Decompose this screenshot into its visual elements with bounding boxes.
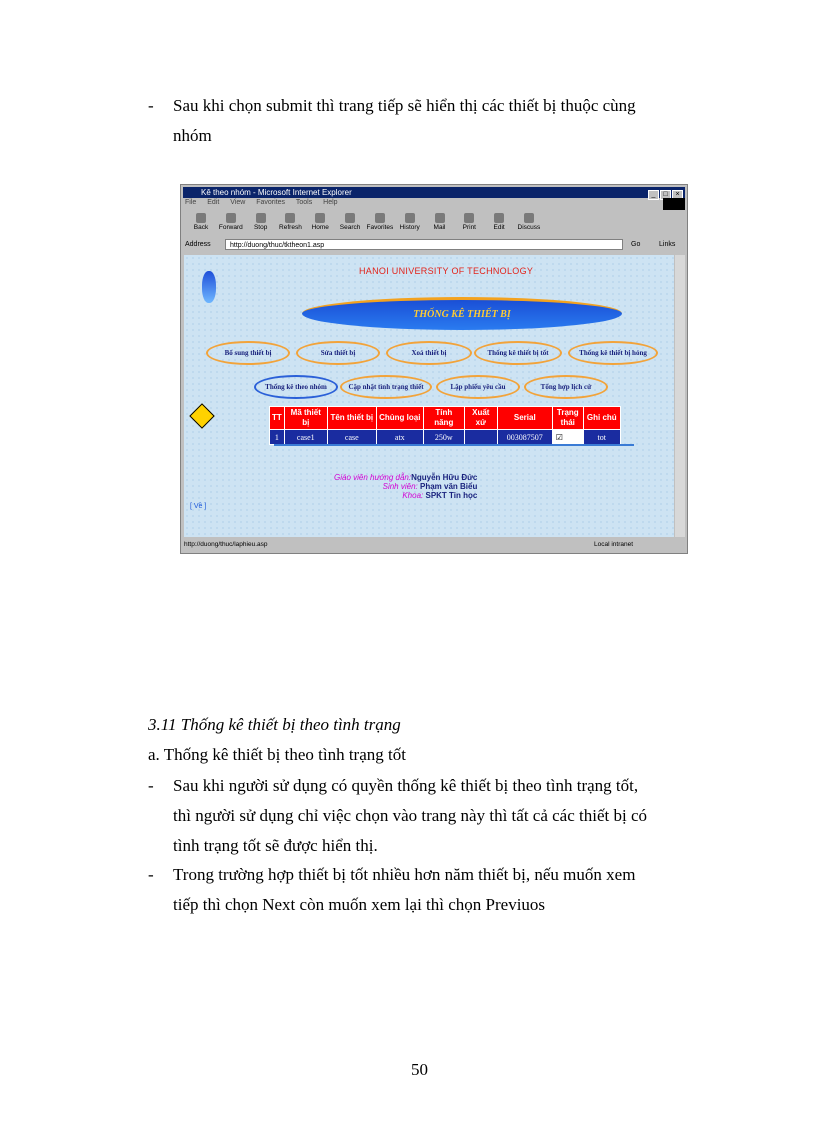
menu-favorites[interactable]: Favorites bbox=[256, 199, 286, 206]
para1-line2: nhóm bbox=[173, 126, 212, 145]
mail-icon bbox=[435, 213, 445, 223]
page-content bbox=[184, 255, 674, 537]
back-link[interactable]: [ Về ] bbox=[190, 503, 207, 510]
status-bar bbox=[184, 539, 684, 551]
faculty-label: Khoa: bbox=[402, 491, 424, 500]
title-bar bbox=[183, 187, 685, 198]
para2-line2: thì người sử dụng chỉ việc chọn vào trang này thì tất cả các thiết bị có bbox=[173, 806, 647, 825]
nav-stats-by-group[interactable]: Thống kê theo nhóm bbox=[254, 375, 338, 399]
student-name: Phạm văn Biểu bbox=[419, 482, 478, 491]
nav-schedule-summary[interactable]: Tổng hợp lịch cứ bbox=[524, 375, 608, 399]
divider bbox=[274, 444, 634, 446]
edit-icon bbox=[494, 213, 504, 223]
maximize-icon[interactable]: □ bbox=[660, 190, 671, 200]
history-button[interactable]: History bbox=[396, 212, 424, 231]
print-button[interactable]: Print bbox=[455, 212, 483, 231]
page-number: 50 bbox=[411, 1060, 428, 1079]
cell-note: tot bbox=[583, 430, 620, 445]
favorites-icon bbox=[375, 213, 385, 223]
bullet-2: - bbox=[148, 776, 154, 795]
banner-text: THỐNG KÊ THIẾT BỊ bbox=[413, 309, 511, 320]
section-heading: 3.11 Thống kê thiết bị theo tình trạng bbox=[148, 715, 401, 734]
menu-view[interactable]: View bbox=[230, 199, 246, 206]
window-title: Kê theo nhóm - Microsoft Internet Explorer bbox=[201, 188, 352, 197]
status-zone: Local intranet bbox=[594, 541, 634, 548]
back-icon bbox=[196, 213, 206, 223]
para1-line1: Sau khi chọn submit thì trang tiếp sẽ hiển thị các thiết bị thuộc cùng bbox=[173, 96, 636, 115]
nav-update-status[interactable]: Cập nhật tình trạng thiết bbox=[340, 375, 432, 399]
links-button[interactable]: Links bbox=[659, 241, 676, 248]
bullet-3: - bbox=[148, 865, 154, 884]
go-button[interactable]: Go bbox=[631, 241, 641, 248]
col-origin: Xuất xứ bbox=[464, 407, 497, 430]
cell-origin bbox=[464, 430, 497, 445]
menu-tools[interactable]: Tools bbox=[295, 199, 313, 206]
address-label: Address bbox=[185, 241, 211, 248]
menu-help[interactable]: Help bbox=[323, 199, 338, 206]
cell-device-name: case bbox=[327, 430, 376, 445]
subsection-a: a. Thống kê thiết bị theo tình trạng tốt bbox=[148, 745, 406, 764]
table-row bbox=[270, 430, 621, 445]
nav-add-device[interactable]: Bổ sung thiết bị bbox=[206, 341, 290, 365]
search-button[interactable]: Search bbox=[336, 212, 364, 231]
status-checkbox[interactable]: ☑ bbox=[552, 430, 583, 445]
col-serial: Serial bbox=[497, 407, 552, 430]
favorites-button[interactable]: Favorites bbox=[366, 212, 394, 231]
cell-type: atx bbox=[376, 430, 423, 445]
para3-line1: Trong trường hợp thiết bị tốt nhiều hơn năm thiết bị, nếu muốn xem bbox=[173, 865, 636, 884]
teacher-label: Giáo viên hướng dẫn: bbox=[334, 473, 412, 482]
windows-logo-icon bbox=[663, 198, 685, 210]
refresh-button[interactable]: Refresh bbox=[276, 212, 304, 231]
nav-stats-broken[interactable]: Thống kê thiết bị hỏng bbox=[568, 341, 658, 365]
device-table bbox=[269, 406, 621, 445]
minimize-icon[interactable]: _ bbox=[648, 190, 659, 200]
para2-line3: tình trạng tốt sẽ được hiển thị. bbox=[173, 836, 378, 855]
bullet-1: - bbox=[148, 96, 154, 115]
para2-line1: Sau khi người sử dụng có quyền thống kê thiết bị theo tình trạng tốt, bbox=[173, 776, 639, 795]
credits bbox=[334, 473, 477, 500]
discuss-button[interactable]: Discuss bbox=[515, 212, 543, 231]
discuss-icon bbox=[524, 213, 534, 223]
cell-device-code: case1 bbox=[284, 430, 327, 445]
address-input[interactable]: http://duong/thuc/tktheon1.asp bbox=[225, 239, 623, 250]
refresh-icon bbox=[285, 213, 295, 223]
menu-bar bbox=[185, 199, 347, 206]
nav-edit-device[interactable]: Sửa thiết bị bbox=[296, 341, 380, 365]
toolbar bbox=[187, 212, 543, 236]
close-icon[interactable]: × bbox=[672, 190, 683, 200]
teacher-name: Nguyễn Hữu Đức bbox=[411, 473, 478, 482]
history-icon bbox=[405, 213, 415, 223]
col-status: Trạng thái bbox=[552, 407, 583, 430]
mail-button[interactable]: Mail bbox=[426, 212, 454, 231]
forward-button[interactable]: Forward bbox=[217, 212, 245, 231]
col-type: Chủng loại bbox=[376, 407, 423, 430]
nav-delete-device[interactable]: Xoá thiết bị bbox=[386, 341, 472, 365]
faculty-name: SPKT Tin học bbox=[425, 491, 478, 500]
col-note: Ghi chú bbox=[583, 407, 620, 430]
print-icon bbox=[464, 213, 474, 223]
address-bar bbox=[185, 239, 683, 251]
stop-button[interactable]: Stop bbox=[247, 212, 275, 231]
back-button[interactable]: Back bbox=[187, 212, 215, 231]
search-icon bbox=[345, 213, 355, 223]
nav-request-form[interactable]: Lập phiếu yêu cầu bbox=[436, 375, 520, 399]
menu-edit[interactable]: Edit bbox=[207, 199, 220, 206]
col-tt: TT bbox=[270, 407, 285, 430]
university-title: HANOI UNIVERSITY OF TECHNOLOGY bbox=[359, 266, 534, 276]
vertical-scrollbar[interactable] bbox=[675, 255, 685, 537]
forward-icon bbox=[226, 213, 236, 223]
table-header-row bbox=[270, 407, 621, 430]
cell-serial: 003087507 bbox=[497, 430, 552, 445]
drop-logo-icon bbox=[202, 271, 216, 303]
cell-feature: 250w bbox=[423, 430, 464, 445]
stop-icon bbox=[256, 213, 266, 223]
col-device-name: Tên thiết bị bbox=[327, 407, 376, 430]
student-label: Sinh viên: bbox=[382, 482, 418, 491]
status-url: http://duong/thuc/laphieu.asp bbox=[184, 541, 268, 548]
col-feature: Tính năng bbox=[423, 407, 464, 430]
diamond-logo-icon bbox=[189, 403, 214, 428]
browser-screenshot bbox=[180, 184, 688, 554]
home-button[interactable]: Home bbox=[306, 212, 334, 231]
cell-tt: 1 bbox=[270, 430, 285, 445]
nav-stats-good[interactable]: Thống kê thiết bị tốt bbox=[474, 341, 562, 365]
page-banner bbox=[302, 297, 622, 330]
menu-file[interactable]: File bbox=[185, 199, 197, 206]
edit-button[interactable]: Edit bbox=[485, 212, 513, 231]
home-icon bbox=[315, 213, 325, 223]
para3-line2: tiếp thì chọn Next còn muốn xem lại thì chọn Previuos bbox=[173, 895, 546, 914]
col-device-code: Mã thiết bị bbox=[284, 407, 327, 430]
